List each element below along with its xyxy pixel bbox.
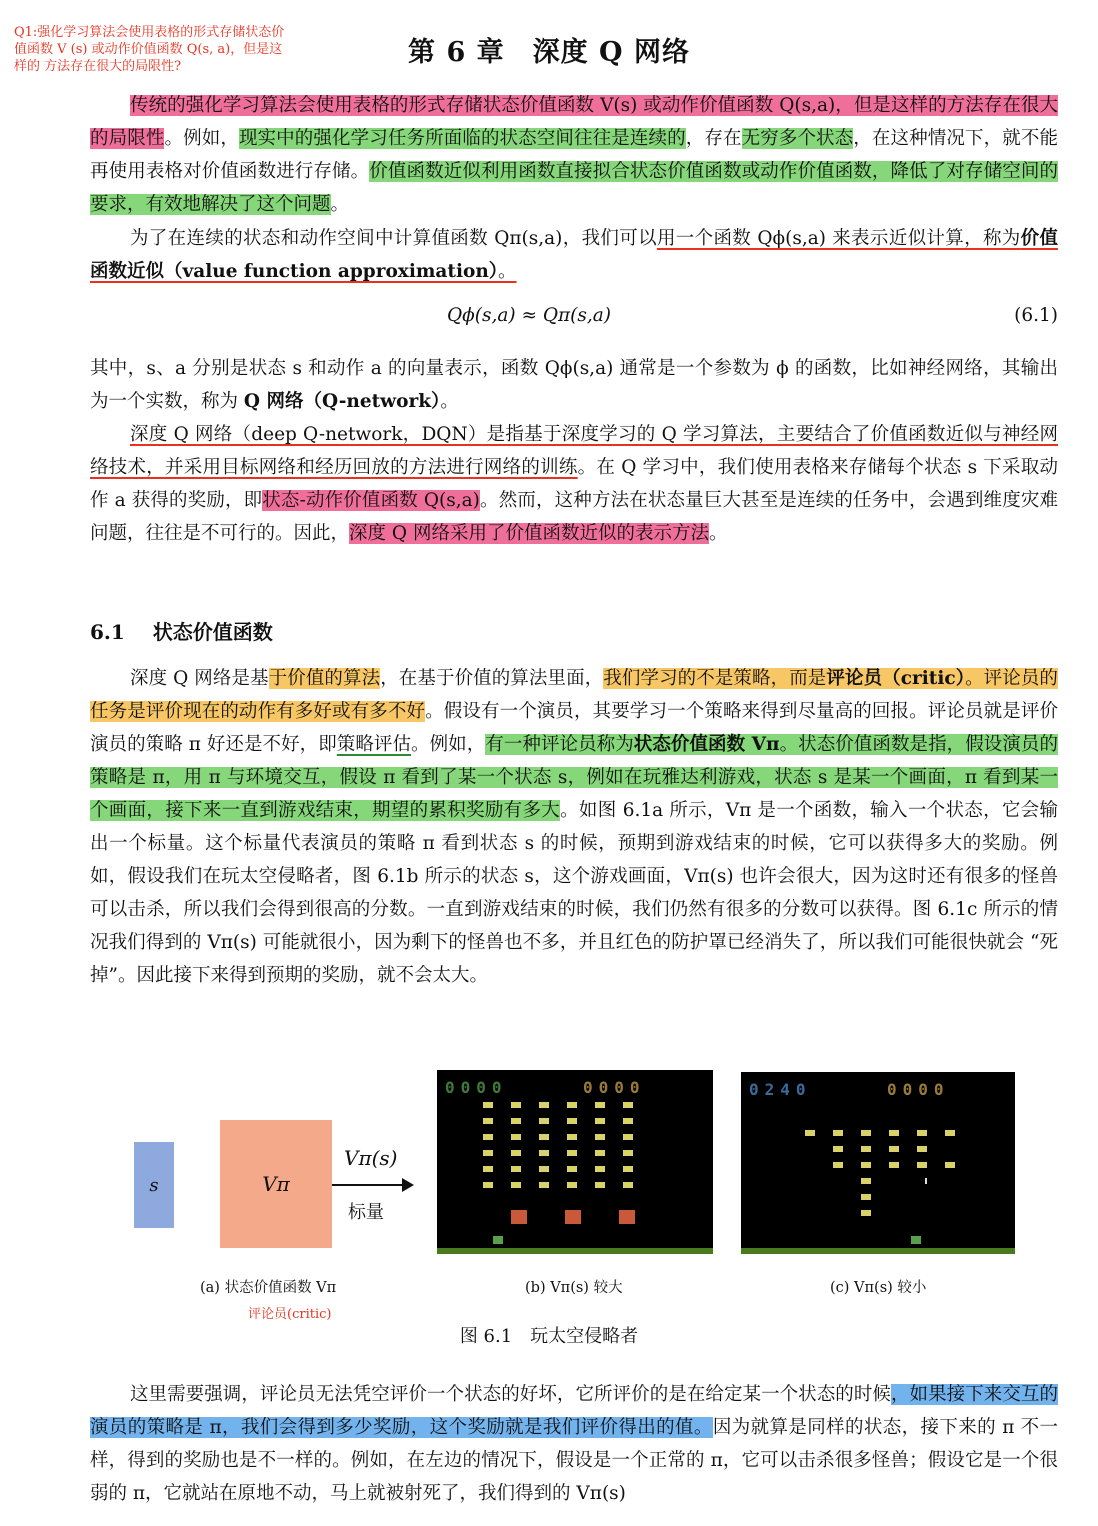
caption-b: (b) Vπ(s) 较大 xyxy=(525,1280,623,1296)
term-bold: 价值函数近似（value function approximation） xyxy=(90,228,1058,282)
paragraph-approx xyxy=(90,222,1058,288)
paragraph-dqn xyxy=(90,418,1058,550)
text: 因为就算是同样的状态，接下来的 π 不一样，得到的奖励也是不一样的。例如，在左边的情况下，假设是一个正常的 π，它可以击杀很多怪兽；假设它是一个很弱的 π，它就站在原地不动，马上就被射死了，我们得到的 Vπ(s) xyxy=(90,1417,1058,1504)
ground-bar xyxy=(741,1248,1015,1254)
text: 其中，s、a 分别是状态 s 和动作 a 的向量表示，函数 Qϕ(s,a) 通常是一个参数为 ϕ 的函数，比如神经网络，其输出为一个实数，称为 xyxy=(90,358,1058,412)
highlight-green: 现实中的强化学习任务所面临的状态空间往往是连续的 xyxy=(238,128,686,149)
critic-note: 评论员(critic) xyxy=(248,1307,332,1322)
caption-a: (a) 状态价值函数 Vπ xyxy=(200,1280,337,1296)
arrow-right-icon xyxy=(332,1184,410,1186)
term-bold: Q 网络（Q-network） xyxy=(243,391,441,412)
value-function-box: Vπ xyxy=(220,1120,332,1248)
game-screen-b xyxy=(437,1070,713,1254)
text: 。状态价值函数是指，假设演员的策略是 π，用 π 与环境交互，假设 π 看到了某一个状态 s，例如在玩雅达利游戏，状态 s 是某一个画面，π 看到某一个画面，接下来一直到游戏结束，期望的累积奖励有多大 xyxy=(90,734,1058,821)
figure-title: 图 6.1 玩太空侵略者 xyxy=(459,1326,639,1347)
scalar-label: 标量 xyxy=(348,1202,384,1223)
equation-formula: Qϕ(s,a) ≈ Qπ(s,a) xyxy=(446,305,612,326)
text: 我们学习的不是策略，而是 xyxy=(603,668,827,689)
paragraph-qnetwork xyxy=(90,352,1058,418)
text: 深度 Q 网络是基 xyxy=(130,668,269,689)
text: 。例如， xyxy=(411,734,486,755)
text: 用一个函数 Qϕ(s,a) 来表示近似计算，称为 xyxy=(656,228,1021,249)
equation-number: (6.1) xyxy=(1014,305,1058,326)
text: 。 xyxy=(330,194,350,215)
highlight-yellow: 于价值的算法 xyxy=(268,668,381,689)
equation-6-1 xyxy=(0,305,1058,335)
term-bold: 状态价值函数 Vπ xyxy=(633,734,780,755)
underlined-green: 策略评估 xyxy=(336,734,412,755)
score-right: 0000 xyxy=(583,1078,646,1097)
text: 为了在连续的状态和动作空间中计算值函数 Qπ(s,a)，我们可以 xyxy=(130,228,657,249)
figure-a-diagram xyxy=(130,1120,420,1250)
text: 。 xyxy=(498,261,517,282)
invaders-remaining-icon xyxy=(741,1072,1015,1254)
text: 。如图 6.1a 所示，Vπ 是一个函数，输入一个状态，它会输出一个标量。这个标量代表演员的策略 π 看到状态 s 的时候，预期到游戏结束的时候，它可以获得多大的奖励。例如，假设我们在玩太空侵略者，图 6.1b 所示的状态 s，这个游戏画面，Vπ(s) 也许会很大，因为这时还有很多的怪兽可以击杀，所以我们会得到很高的分数。一直到游戏结束的时候，我们仍然有很多的分数可以获得。图 6.1c 所示的情况我们得到的 Vπ(s) 可能就很小，因为剩下的怪兽也不多，并且红色的防护罩已经消失了，所以我们可能很快就会 “死掉”。因此接下来得到预期的奖励，就不会太大。 xyxy=(90,800,1058,986)
invaders-grid-icon xyxy=(437,1070,713,1254)
score-right: 0000 xyxy=(887,1080,950,1099)
section-title: 状态价值函数 xyxy=(152,620,273,644)
output-label: Vπ(s) xyxy=(344,1146,398,1170)
ground-bar xyxy=(437,1248,713,1254)
underlined-red: 深度 Q 网络（deep Q-network，DQN）是指基于深度学习的 Q 学习算法，主要结合了价值函数近似与神经网络技术，并采用目标网络和经历回放的方法进行网络的训练 xyxy=(90,424,1058,478)
text: 。在 Q 学习中，我们使用表格来存储每个状态 s 下采取动作 a 获得的奖励，即 xyxy=(90,457,1058,511)
term-bold: 评论员（critic） xyxy=(826,668,966,689)
text: 这里需要强调，评论员无法凭空评价一个状态的好坏，它所评价的是在给定某一个状态的时候 xyxy=(130,1384,891,1405)
paragraph-intro xyxy=(90,89,1058,221)
paragraph-emphasis xyxy=(90,1378,1058,1510)
margin-note: Q1:强化学习算法会使用表格的形式存储状态价值函数 V (s) 或动作价值函数 Q(s, a)，但是这样的 方法存在很大的局限性? xyxy=(14,25,285,74)
highlight-pink: 状态-动作价值函数 Q(s,a) xyxy=(262,490,480,511)
section-number: 6.1 xyxy=(90,620,125,644)
highlight-blue: ，如果接下来交互的演员的策略是 π，我们会得到多少奖励，这个奖励就是我们评价得出的值。 xyxy=(90,1384,1058,1438)
section-heading xyxy=(90,616,273,645)
text: 有一种评论员称为 xyxy=(485,734,634,755)
game-screen-c xyxy=(741,1072,1015,1254)
text: 。假设有一个演员，其要学习一个策略来得到尽量高的回报。评论员就是评价演员的策略 π 好还是不好，即 xyxy=(90,701,1058,755)
caption-c: (c) Vπ(s) 较小 xyxy=(830,1280,927,1296)
highlight-yellow: 评论员的任务是评价现在的动作有多好或有多不好 xyxy=(90,668,1058,722)
chapter-title: 第 6 章 深度 Q 网络 xyxy=(408,37,690,68)
score-left: 0000 xyxy=(445,1078,508,1097)
text: 。 xyxy=(440,391,459,412)
text: 。 xyxy=(708,523,728,544)
text: ，在基于价值的算法里面， xyxy=(380,668,604,689)
highlight-pink: 深度 Q 网络采用了价值函数近似的表示方法 xyxy=(349,523,709,544)
text: 。例如， xyxy=(164,128,239,149)
paragraph-critic xyxy=(90,662,1058,992)
text: 。然而，这种方法在状态量巨大甚至是连续的任务中，会遇到维度灾难问题，往往是不可行的。因此， xyxy=(90,490,1058,544)
score-left: 0240 xyxy=(749,1080,812,1099)
text: ，存在 xyxy=(685,128,742,149)
text: 。 xyxy=(965,668,984,689)
state-input-box: s xyxy=(134,1142,174,1228)
highlight-pink: 传统的强化学习算法会使用表格的形式存储状态价值函数 V(s) 或动作价值函数 Q(s,a)，但是这样的方法存在很大的局限性 xyxy=(90,95,1058,149)
highlight-green: 价值函数近似利用函数直接拟合状态价值函数或动作价值函数，降低了对存储空间的要求，有效地解决了这个问题 xyxy=(90,161,1058,215)
highlight-yellow xyxy=(603,668,983,689)
highlight-green: 无穷多个状态 xyxy=(741,128,854,149)
text: ，在这种情况下，就不能再使用表格对价值函数进行存储。 xyxy=(90,128,1058,182)
